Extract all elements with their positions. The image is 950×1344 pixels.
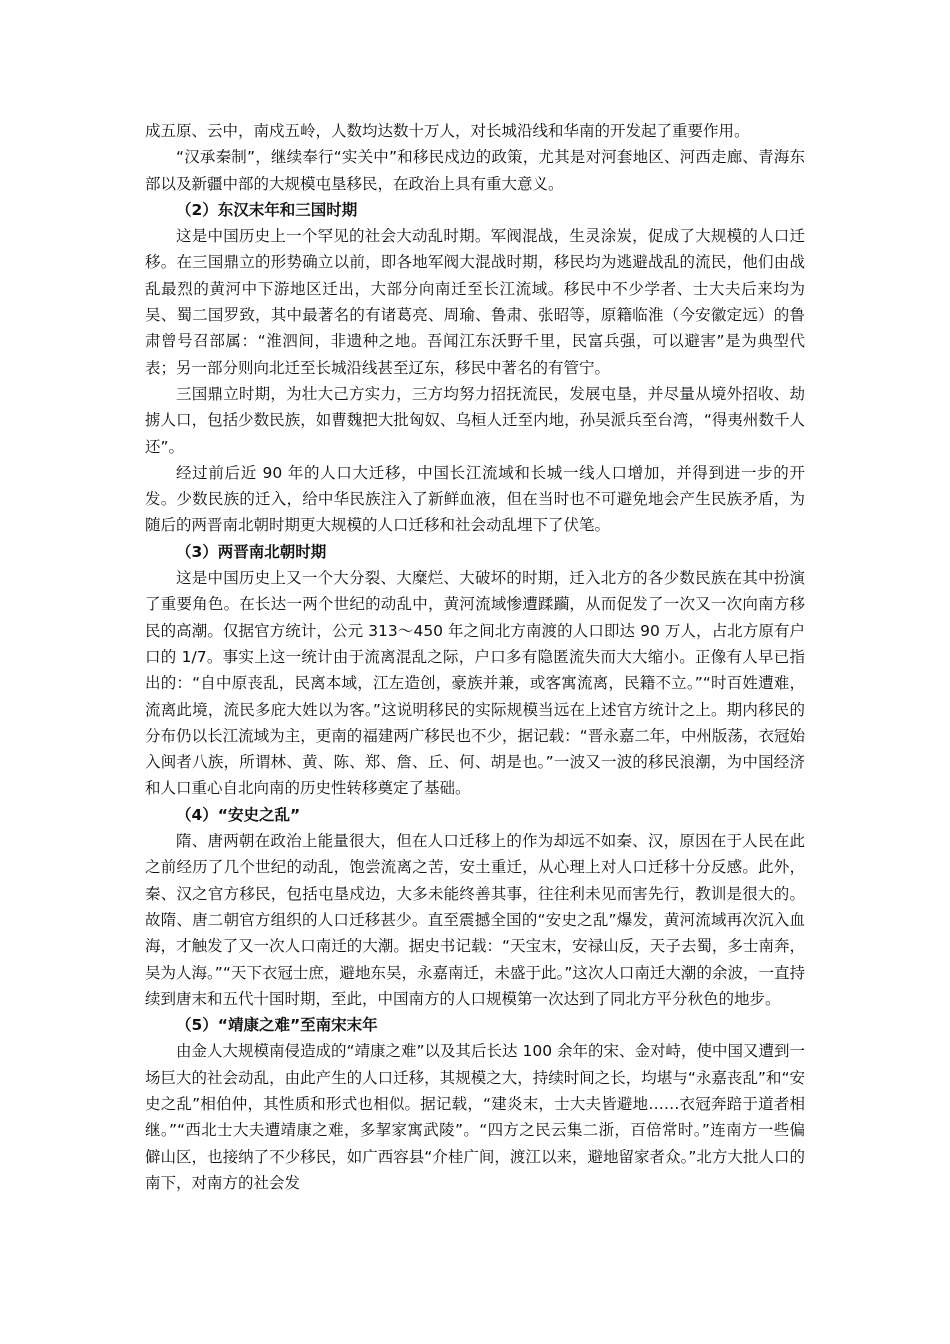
paragraph-three-kingdoms-policy: 三国鼎立时期，为壮大己方实力，三方均努力招抚流民，发展屯垦，并尽量从境外招收、劫掳人口，包括少数民族，如曹魏把大批匈奴、乌桓人迁至内地，孙吴派兵至台湾，“得夷州数千人还”。 [145, 384, 805, 456]
paragraph-han-policy: “汉承秦制”，继续奉行“实关中”和移民戍边的政策，尤其是对河套地区、河西走廊、青海东部以及新疆中部的大规模屯垦移民，在政治上具有重大意义。 [145, 148, 805, 193]
paragraph-jin-division: 这是中国历史上又一个大分裂、大糜烂、大破坏的时期，迁入北方的各少数民族在其中扮演了重要角色。在长达一两个世纪的动乱中，黄河流域惨遭蹂躏，从而促发了一次又一次向南方移民的高潮。仅据官方统计，公元 313～450 年之间北方南渡的人口即达 90 万人，占北方原有户口的 1/7。事实上这一统计由于流离混乱之际，户口多有隐匿流失而大大缩小。正像有人早已指出的：“自中原丧乱，民离本域，江左造创，豪族并兼，或客寓流离，民籍不立。”“时百姓遭难，流离此境，流民多庇大姓以为客。”这说明移民的实际规模当远在上述官方统计之上。期内移民的分布仍以长江流域为主，更南的福建两广移民也不少，据记载：“晋永嘉二年，中州版荡，衣冠始入闽者八族，所谓林、黄、陈、郑、詹、丘、何、胡是也。”一波又一波的移民浪潮，为中国经济和人口重心自北向南的历史性转移奠定了基础。 [145, 569, 805, 798]
section-heading-an-shi-rebellion: （4）“安史之乱” [176, 805, 301, 824]
section-heading-jingkang-southern-song: （5）“靖康之难”至南宋末年 [176, 1016, 378, 1035]
paragraph-jingkang: 由金人大规模南侵造成的“靖康之难”以及其后长达 100 余年的宋、金对峙，使中国又遭到一场巨大的社会动乱，由此产生的人口迁移，其规模之大，持续时间之长，均堪与“永嘉丧乱”和“安史之乱”相伯仲，其性质和形式也相似。据记载，“建炎末，士大夫皆避地……衣冠奔踣于道者相继。”“西北士大夫遭靖康之难，多挈家寓武陵”。“四方之民云集二浙，百倍常时。”连南方一些偏僻山区，也接纳了不少移民，如广西容县“介桂广间，渡江以来，避地留家者众。”北方大批人口的南下，对南方的社会发 [145, 1042, 806, 1192]
document-page [145, 118, 805, 1196]
section-heading-jin-southern-northern: （3）两晋南北朝时期 [176, 542, 327, 561]
section-heading-eastern-han-three-kingdoms: （2）东汉末年和三国时期 [176, 200, 358, 219]
paragraph-eastern-han-chaos: 这是中国历史上一个罕见的社会大动乱时期。军阀混战，生灵涂炭，促成了大规模的人口迁移。在三国鼎立的形势确立以前，即各地军阀大混战时期，移民均为逃避战乱的流民，他们由战乱最烈的黄河中下游地区迁出，大部分向南迁至长江流域。移民中不少学者、士大夫后来均为吴、蜀二国罗致，其中最著名的有诸葛亮、周瑜、鲁肃、张昭等，原籍临淮（今安徽定远）的鲁肃曾号召部属：“淮泗间，非遗种之地。吾闻江东沃野千里，民富兵强，可以避害”是为典型代表；另一部分则向北迁至长城沿线甚至辽东，移民中著名的有管宁。 [145, 227, 805, 377]
paragraph-ninety-years-summary: 经过前后近 90 年的人口大迁移，中国长江流域和长城一线人口增加，并得到进一步的开发。少数民族的迁入，给中华民族注入了新鲜血液，但在当时也不可避免地会产生民族矛盾，为随后的两晋南北朝时期更大规模的人口迁移和社会动乱埋下了伏笔。 [145, 463, 805, 535]
paragraph-sui-tang: 隋、唐两朝在政治上能量很大，但在人口迁移上的作为却远不如秦、汉，原因在于人民在此之前经历了几个世纪的动乱，饱尝流离之苦，安土重迁，从心理上对人口迁移十分反感。此外，秦、汉之官方移民，包括屯垦戍边，大多未能终善其事，往往利未见而害先行，教训是很大的。故隋、唐二朝官方组织的人口迁移甚少。直至震撼全国的“安史之乱”爆发，黄河流域再次沉入血海，才触发了又一次人口南迁的大潮。据史书记载：“天宝末，安禄山反，天子去蜀，多士南奔，吴为人海。”“天下衣冠士庶，避地东吴，永嘉南迁，未盛于此。”这次人口南迁大潮的余波，一直持续到唐末和五代十国时期，至此，中国南方的人口规模第一次达到了同北方平分秋色的地步。 [145, 832, 805, 1008]
paragraph-qin-migration-end: 成五原、云中，南戍五岭，人数均达数十万人，对长城沿线和华南的开发起了重要作用。 [145, 122, 750, 140]
